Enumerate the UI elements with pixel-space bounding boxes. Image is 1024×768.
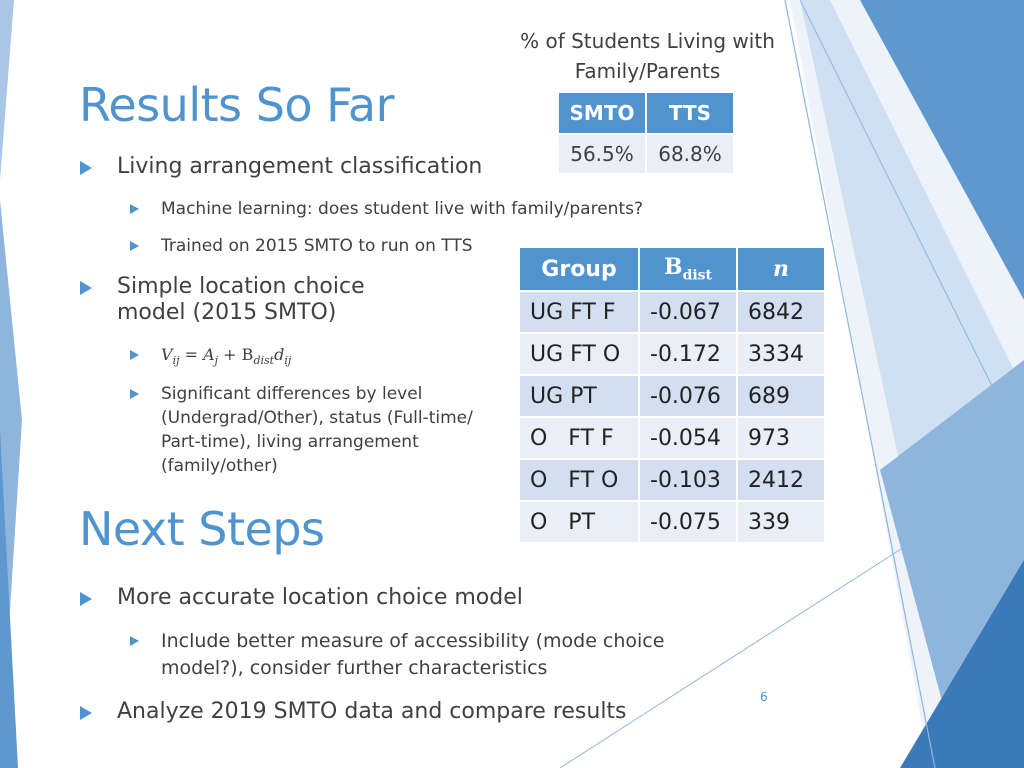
header-bdist-sub: dist xyxy=(682,267,713,284)
results-header-row xyxy=(519,247,825,291)
table-row xyxy=(519,501,825,543)
formula-plus: + xyxy=(223,345,237,364)
cell-n: 689 xyxy=(737,375,825,417)
table-row xyxy=(519,375,825,417)
bullet-text: Significant differences by level (Undergrad/Other), status (Full-time/ Part-time), living arrangement (family/other) xyxy=(161,384,473,476)
bullet-arrow-icon xyxy=(80,161,92,175)
header-group: Group xyxy=(519,247,639,291)
table-row xyxy=(519,333,825,375)
bullet-arrow-icon xyxy=(130,636,139,646)
bullet-text: Living arrangement classification xyxy=(117,154,483,179)
cell-group: O FT F xyxy=(519,417,639,459)
next-steps-title: Next Steps xyxy=(79,502,325,556)
sub-bullet-trained xyxy=(130,234,473,258)
header-bdist xyxy=(639,247,737,291)
sub-bullet-accessibility xyxy=(130,628,730,682)
formula-v-sub: ij xyxy=(172,354,180,368)
header-n-label: n xyxy=(773,256,789,282)
pct-header-row xyxy=(558,92,734,134)
pct-value-smto: 56.5% xyxy=(558,134,646,174)
cell-bdist: -0.076 xyxy=(639,375,737,417)
header-n xyxy=(737,247,825,291)
bullet-arrow-icon xyxy=(130,204,139,214)
cell-bdist: -0.075 xyxy=(639,501,737,543)
bullet-arrow-icon xyxy=(130,241,139,251)
bullet-text: More accurate location choice model xyxy=(117,585,523,610)
cell-group: O FT O xyxy=(519,459,639,501)
cell-bdist: -0.103 xyxy=(639,459,737,501)
sub-bullet-differences xyxy=(130,382,490,478)
results-title: Results So Far xyxy=(79,78,395,132)
formula-eq: = xyxy=(184,345,198,364)
bullet-location-choice xyxy=(80,274,480,326)
cell-n: 3334 xyxy=(737,333,825,375)
pct-table-caption: % of Students Living with Family/Parents xyxy=(520,29,775,83)
table-row xyxy=(519,291,825,333)
bullet-text: Include better measure of accessibility (mode choice model?), consider further characteristics xyxy=(161,630,665,679)
pct-header-tts: TTS xyxy=(646,92,734,134)
bullet-living-arrangement xyxy=(80,154,482,180)
bullet-arrow-icon xyxy=(80,281,92,295)
pct-header-smto: SMTO xyxy=(558,92,646,134)
bullet-arrow-icon xyxy=(80,592,92,606)
cell-bdist: -0.067 xyxy=(639,291,737,333)
formula-d-sub: ij xyxy=(284,354,292,368)
bullet-text: Simple location choice model (2015 SMTO) xyxy=(117,274,365,325)
pct-table xyxy=(557,91,735,175)
formula-v: V xyxy=(161,345,173,364)
bullet-text: Machine learning: does student live with family/parents? xyxy=(161,199,643,219)
cell-n: 339 xyxy=(737,501,825,543)
cell-group: UG FT F xyxy=(519,291,639,333)
cell-group: UG FT O xyxy=(519,333,639,375)
cell-bdist: -0.172 xyxy=(639,333,737,375)
bullet-arrow-icon xyxy=(80,706,92,720)
cell-group: UG PT xyxy=(519,375,639,417)
formula-a: A xyxy=(203,345,215,364)
header-bdist-main: B xyxy=(663,254,683,281)
results-table xyxy=(518,246,826,544)
pct-value-tts: 68.8% xyxy=(646,134,734,174)
bullet-accurate-model xyxy=(80,585,523,611)
pct-value-row xyxy=(558,134,734,174)
cell-n: 2412 xyxy=(737,459,825,501)
bullet-text: Analyze 2019 SMTO data and compare results xyxy=(117,699,627,724)
table-row xyxy=(519,417,825,459)
table-row xyxy=(519,459,825,501)
page-number: 6 xyxy=(760,690,768,704)
bullet-analyze-2019 xyxy=(80,699,627,725)
bullet-arrow-icon xyxy=(130,350,139,360)
formula-d: d xyxy=(274,345,285,364)
bullet-arrow-icon xyxy=(130,389,139,399)
cell-bdist: -0.054 xyxy=(639,417,737,459)
cell-group: O PT xyxy=(519,501,639,543)
formula-b: B xyxy=(241,345,254,364)
sub-bullet-machine-learning xyxy=(130,197,643,221)
sub-bullet-formula xyxy=(130,343,291,373)
cell-n: 973 xyxy=(737,417,825,459)
formula-a-sub: j xyxy=(214,354,219,368)
bullet-text: Trained on 2015 SMTO to run on TTS xyxy=(161,236,473,256)
formula-b-sub: dist xyxy=(253,354,275,368)
cell-n: 6842 xyxy=(737,291,825,333)
utility-formula xyxy=(161,343,291,373)
